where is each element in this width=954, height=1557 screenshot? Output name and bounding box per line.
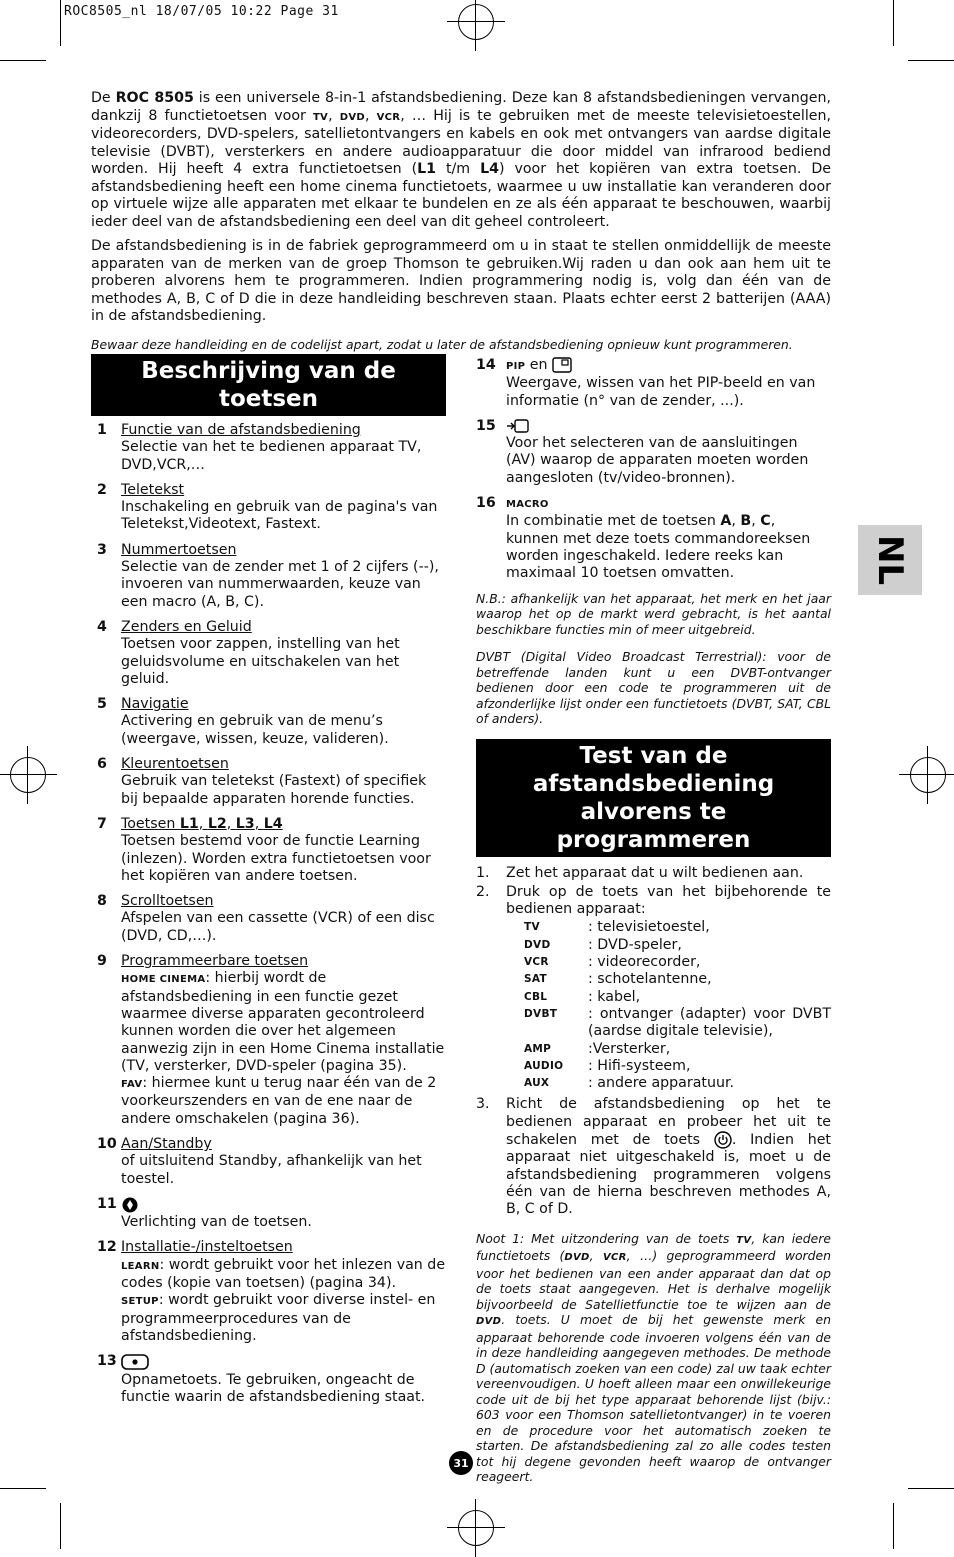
step-3: 3. Richt de afstandsbediening op het te bedienen apparaat en probeer het uit te schakelen met de toets . Indien het apparaat niet uitgeschakeld is, moet u de afstandsbediening programmeren volgens één van de hierna beschreven methodes A, B, C of D. (476, 1096, 831, 1218)
section-title-keys: Beschrijving van de toetsen (91, 354, 446, 416)
crop-mark (893, 0, 894, 46)
crop-mark (60, 0, 61, 46)
dvbt-note: DVBT (Digital Video Broadcast Terrestrial): voor de betreffende landen kunt u een DVBT-ontvanger bedienen door een code te programmeren uit de afzonderlijke lijst onder een functietoets (DVBT, SAT, CBL of anders). (476, 649, 831, 727)
crop-mark (0, 60, 46, 61)
list-item: 8 Scrolltoetsen Afspelen van een cassette (VCR) of een disc (DVD, CD,…). (97, 893, 435, 944)
print-header: ROC8505_nl 18/07/05 10:22 Page 31 (64, 4, 339, 19)
table-row: TV : televisietoestel, (524, 919, 710, 936)
right-column (476, 357, 831, 1497)
crop-mark (0, 1488, 46, 1489)
table-row: DVBT : ontvanger (adapter) voor DVBT (aardse digitale televisie), (524, 1005, 831, 1040)
list-item: 1 Functie van de afstandsbediening Selectie van het te bedienen apparaat TV, DVD,VCR,… (97, 422, 422, 473)
nb-note: N.B.: afhankelijk van het apparaat, het merk en het jaar waarop het op de markt werd gebracht, is het aantal beschikbare functies min of meer uitgebreid. (476, 590, 831, 637)
record-icon (121, 1353, 149, 1371)
page-number: 31 (449, 1451, 473, 1475)
test-steps (476, 865, 831, 1219)
list-item: 14 PIP en Weergave, wissen van het PIP-beeld en van informatie (n° van de zender, ...). (476, 357, 816, 409)
list-item: 4 Zenders en Geluid Toetsen voor zappen, instelling van het geluidsvolume en uitschakelen van het geluid. (97, 618, 400, 687)
device-key-table (524, 919, 831, 1092)
table-row: AUDIO : Hifi-systeem, (524, 1057, 691, 1074)
list-item: 12 Installatie-/insteltoetsen LEARN: wordt gebruikt voor het inlezen van de codes (kopie van toetsen) (pagina 34). SETUP: wordt gebruikt voor diverse instel- en programmeerprocedures van de afstandsbediening. (97, 1239, 446, 1344)
crop-mark (60, 1503, 61, 1549)
intro-text (91, 90, 831, 360)
list-item: 11 Verlichting van de toetsen. (97, 1195, 312, 1231)
list-item: 10 Aan/Standby of uitsluitend Standby, afhankelijk van het toestel. (97, 1135, 422, 1187)
table-row: AUX : andere apparatuur. (524, 1075, 734, 1092)
table-row: VCR : videorecorder, (524, 954, 701, 971)
intro-paragraph-1: De ROC 8505 is een universele 8-in-1 afstandsbediening. Deze kan 8 afstandsbedieningen vervangen, dankzij 8 functietoetsen voor TV, DVD, VCR, … Hij is te gebruiken met de meeste televisietoestellen, videorecorders, DVD-spelers, satellietontvangers en kabels en ook met ontvangers van aardse digitale televisie (DVBT), versterkers en andere audioapparatuur die door middel van infrarood bediend worden. Hij heeft 4 extra functietoetsen (L1 t/m L4) voor het kopiëren van extra toetsen. De afstandsbediening heeft een home cinema functietoets, waarmee u uw installatie kan veranderen door op virtuele wijze alle apparaten met elkaar te bundelen en ze als één apparaat te beschouwen, waarbij ieder deel van de afstandsbediening een deel van dit geheel controleert. (91, 90, 832, 230)
registration-mark (458, 1510, 494, 1546)
noot-1: Noot 1: Met uitzondering van de toets TV, kan iedere functietoets (DVD, VCR, …) geprogrammeerd worden voor het bedienen van een ander apparaat dan dat op de toets staat aangegeven. Het is derhalve mogelijk bijvoorbeeld de Satellietfunctie toe te wijzen aan de DVD. toets. U moet de bij het gewenste merk en apparaat behorende code invoeren volgens één van de in deze handleiding aangegeven methodes. De methode D (automatisch zoeken van een code) zal uw taak echter vereenvoudigen. U hoeft alleen maar een onwillekeurige code uit de bij het type apparaat behorende lijst (bijv.: 603 voor een Thomson satellietontvanger) in te voeren en de procedure voor het automatisch zoeken te starten. De afstandsbediening zal zo alle codes testen tot hij degene gevonden heeft waarop de ontvanger reageert. (476, 1230, 831, 1484)
table-row: DVD : DVD-speler, (524, 936, 682, 953)
backlight-icon (121, 1196, 139, 1214)
list-item: 3 Nummertoetsen Selectie van de zender met 1 of 2 cijfers (--), invoeren van nummerwaarden, keuze van een macro (A, B, C). (97, 541, 439, 610)
intro-paragraph-2: De afstandsbediening is in de fabriek geprogrammeerd om u in staat te stellen onmiddellijk de meeste apparaten van de merken van de groep Thomson te gebruiken.Wij raden u dan ook aan hem uit te proberen alvorens hem te programmeren. Indien programmering nodig is, volg dan één van de methodes A, B, C of D die in deze handleiding beschreven staan. Plaats echter eerst 2 batterijen (AAA) in de afstandsbediening. (91, 238, 831, 324)
crop-mark (893, 1503, 894, 1549)
crop-mark (908, 60, 954, 61)
av-input-icon (506, 418, 530, 434)
language-tab: NL (858, 525, 922, 595)
list-item: 16 MACRO In combinatie met de toetsen A, B, C, kunnen met deze toets commandoreeksen worden ingeschakeld. Iedere reeks kan maximaal 10 toetsen omvatten. (476, 495, 811, 582)
key-description-column (91, 354, 446, 1414)
registration-mark (910, 757, 946, 793)
list-item: 6 Kleurentoetsen Gebruik van teletekst (Fastext) of specifiek bij bepaalde apparaten horende functies. (97, 756, 427, 807)
table-row: AMP :Versterker, (524, 1040, 671, 1057)
registration-mark (458, 4, 494, 40)
list-item: 13 Opnametoets. Te gebruiken, ongeacht de functie waarin de afstandsbediening staat. (97, 1353, 426, 1405)
section-title-test: Test van de afstandsbediening alvorens te programmeren (476, 739, 831, 857)
list-item: 2 Teletekst Inschakeling en gebruik van de pagina's van Teletekst,Videotext, Fastext. (97, 481, 438, 533)
pip-icon (552, 357, 572, 373)
list-item: 9 Programmeerbare toetsen HOME CINEMA: hierbij wordt de afstandsbediening in een functie gezet waarmee diverse apparaten gecontroleerd kunnen worden die over het algemeen aanwezig zijn in een Home Cinema installatie (TV, versterker, DVD-speler (pagina 35). FAV: hiermee kunt u terug naar één van de 2 voorkeurszenders en van de ene naar de andere omschakelen (pagina 36). (97, 953, 445, 1127)
list-item: 7 Toetsen L1, L2, L3, L4 Toetsen bestemd voor de functie Learning (inlezen). Worden extra functietoetsen voor het kopiëren van andere toetsen. (97, 815, 431, 884)
table-row: CBL : kabel, (524, 988, 641, 1005)
power-icon (714, 1131, 732, 1149)
list-item: 15 Voor het selecteren van de aansluitingen (AV) waarop de apparaten moeten worden aangesloten (tv/video-bronnen). (476, 417, 809, 486)
table-row: SAT : schotelantenne, (524, 971, 712, 988)
step-2: 2. Druk op de toets van het bijbehorende te bedienen apparaat: TV : televisietoestel, DVD : DVD-speler, VCR : videorecorder, SAT : schotelantenne, CBL : kabel, DVBT : ontvanger (adapter) voor DVBT (aardse digitale televisie), AMP :Versterker, AUDIO : Hifi-systeem, AUX : andere apparatuur. (476, 883, 831, 1092)
intro-note: Bewaar deze handleiding en de codelijst apart, zodat u later de afstandsbediening opnieuw kunt programmeren. (91, 336, 793, 352)
crop-mark (908, 1488, 954, 1489)
step-1: 1. Zet het apparaat dat u wilt bedienen aan. (476, 864, 804, 881)
registration-mark (10, 757, 46, 793)
list-item: 5 Navigatie Activering en gebruik van de menu’s (weergave, wissen, keuze, valideren). (97, 696, 389, 747)
